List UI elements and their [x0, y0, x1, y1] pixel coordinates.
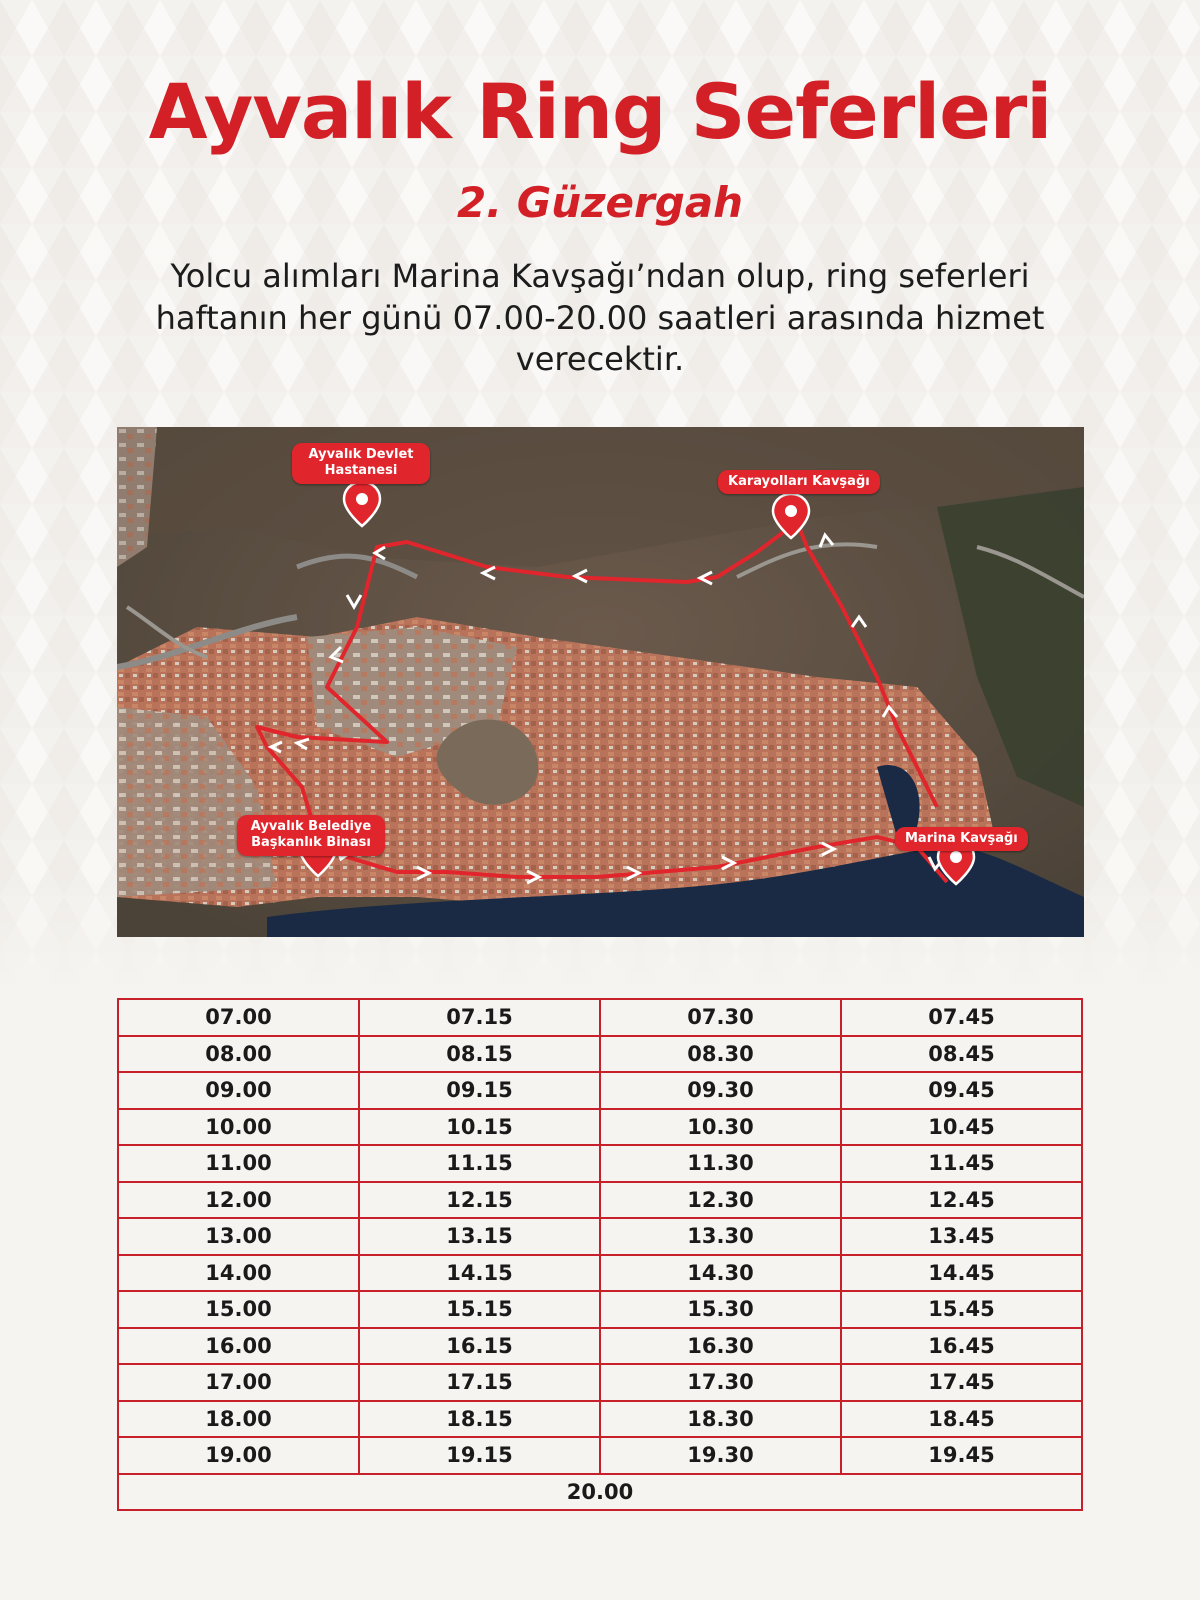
- table-row: [118, 1109, 1082, 1146]
- departure-time-cell: 15.00: [118, 1291, 359, 1328]
- departure-time-cell: 07.15: [359, 999, 600, 1036]
- departure-time-cell: 13.00: [118, 1218, 359, 1255]
- departure-time-cell: 08.00: [118, 1036, 359, 1073]
- table-row: [118, 1218, 1082, 1255]
- departure-time-cell: 16.15: [359, 1328, 600, 1365]
- departure-time-cell: 08.15: [359, 1036, 600, 1073]
- departure-time-cell: 14.00: [118, 1255, 359, 1292]
- departure-time-cell: 08.45: [841, 1036, 1082, 1073]
- departure-time-cell: 10.15: [359, 1109, 600, 1146]
- label-marina-kavsagi: Marina Kavşağı: [895, 827, 1028, 851]
- table-row: [118, 1401, 1082, 1438]
- departure-time-cell: 14.30: [600, 1255, 841, 1292]
- route-subtitle: 2. Güzergah: [456, 178, 744, 227]
- departure-time-cell: 09.30: [600, 1072, 841, 1109]
- departure-time-cell: 18.45: [841, 1401, 1082, 1438]
- departure-time-cell: 17.15: [359, 1364, 600, 1401]
- service-description: Yolcu alımları Marina Kavşağı’ndan olup, ring seferleri haftanın her günü 07.00-20.00 saatleri arasında hizmet verecektir.: [155, 257, 1045, 379]
- label-karayollari-kavsagi: Karayolları Kavşağı: [718, 470, 880, 494]
- last-departure-cell: 20.00: [118, 1474, 1082, 1511]
- departure-time-cell: 15.45: [841, 1291, 1082, 1328]
- departure-time-cell: 16.45: [841, 1328, 1082, 1365]
- table-row: [118, 1145, 1082, 1182]
- label-devlet-hastanesi: Ayvalık Devlet Hastanesi: [292, 443, 430, 484]
- table-row: [118, 1255, 1082, 1292]
- departure-time-cell: 18.15: [359, 1401, 600, 1438]
- satellite-map-image: [117, 427, 1084, 937]
- departure-time-cell: 14.15: [359, 1255, 600, 1292]
- departure-time-cell: 11.00: [118, 1145, 359, 1182]
- departure-time-cell: 16.30: [600, 1328, 841, 1365]
- departure-time-cell: 09.45: [841, 1072, 1082, 1109]
- departure-time-cell: 10.00: [118, 1109, 359, 1146]
- departure-time-cell: 19.15: [359, 1437, 600, 1474]
- departure-time-cell: 17.30: [600, 1364, 841, 1401]
- table-row: [118, 1364, 1082, 1401]
- departure-time-cell: 11.15: [359, 1145, 600, 1182]
- departure-time-cell: 12.00: [118, 1182, 359, 1219]
- route-map: [117, 427, 1084, 937]
- departure-time-cell: 07.00: [118, 999, 359, 1036]
- departure-time-cell: 10.45: [841, 1109, 1082, 1146]
- table-row: [118, 1036, 1082, 1073]
- departure-time-cell: 15.15: [359, 1291, 600, 1328]
- label-belediye-binasi: Ayvalık Belediye Başkanlık Binası: [237, 815, 385, 856]
- table-row: [118, 1182, 1082, 1219]
- departure-time-cell: 09.15: [359, 1072, 600, 1109]
- departure-time-cell: 19.30: [600, 1437, 841, 1474]
- table-row: [118, 1328, 1082, 1365]
- table-row: [118, 1072, 1082, 1109]
- table-row-last: [118, 1474, 1082, 1511]
- departure-time-cell: 18.00: [118, 1401, 359, 1438]
- departure-time-cell: 17.00: [118, 1364, 359, 1401]
- departure-time-cell: 12.30: [600, 1182, 841, 1219]
- departure-time-cell: 17.45: [841, 1364, 1082, 1401]
- departure-time-cell: 15.30: [600, 1291, 841, 1328]
- schedule-table: [117, 998, 1083, 1511]
- departure-time-cell: 13.30: [600, 1218, 841, 1255]
- departure-time-cell: 11.45: [841, 1145, 1082, 1182]
- departure-time-cell: 09.00: [118, 1072, 359, 1109]
- departure-time-cell: 07.30: [600, 999, 841, 1036]
- departure-time-cell: 08.30: [600, 1036, 841, 1073]
- departure-time-cell: 18.30: [600, 1401, 841, 1438]
- departure-time-cell: 19.00: [118, 1437, 359, 1474]
- departure-time-cell: 11.30: [600, 1145, 841, 1182]
- page-title: Ayvalık Ring Seferleri: [148, 67, 1052, 156]
- departure-time-cell: 19.45: [841, 1437, 1082, 1474]
- departure-time-cell: 13.45: [841, 1218, 1082, 1255]
- departure-time-cell: 16.00: [118, 1328, 359, 1365]
- departure-time-cell: 07.45: [841, 999, 1082, 1036]
- departure-time-cell: 12.45: [841, 1182, 1082, 1219]
- table-row: [118, 1437, 1082, 1474]
- departure-time-cell: 13.15: [359, 1218, 600, 1255]
- departure-time-cell: 12.15: [359, 1182, 600, 1219]
- departure-time-cell: 10.30: [600, 1109, 841, 1146]
- table-row: [118, 999, 1082, 1036]
- departure-time-cell: 14.45: [841, 1255, 1082, 1292]
- table-row: [118, 1291, 1082, 1328]
